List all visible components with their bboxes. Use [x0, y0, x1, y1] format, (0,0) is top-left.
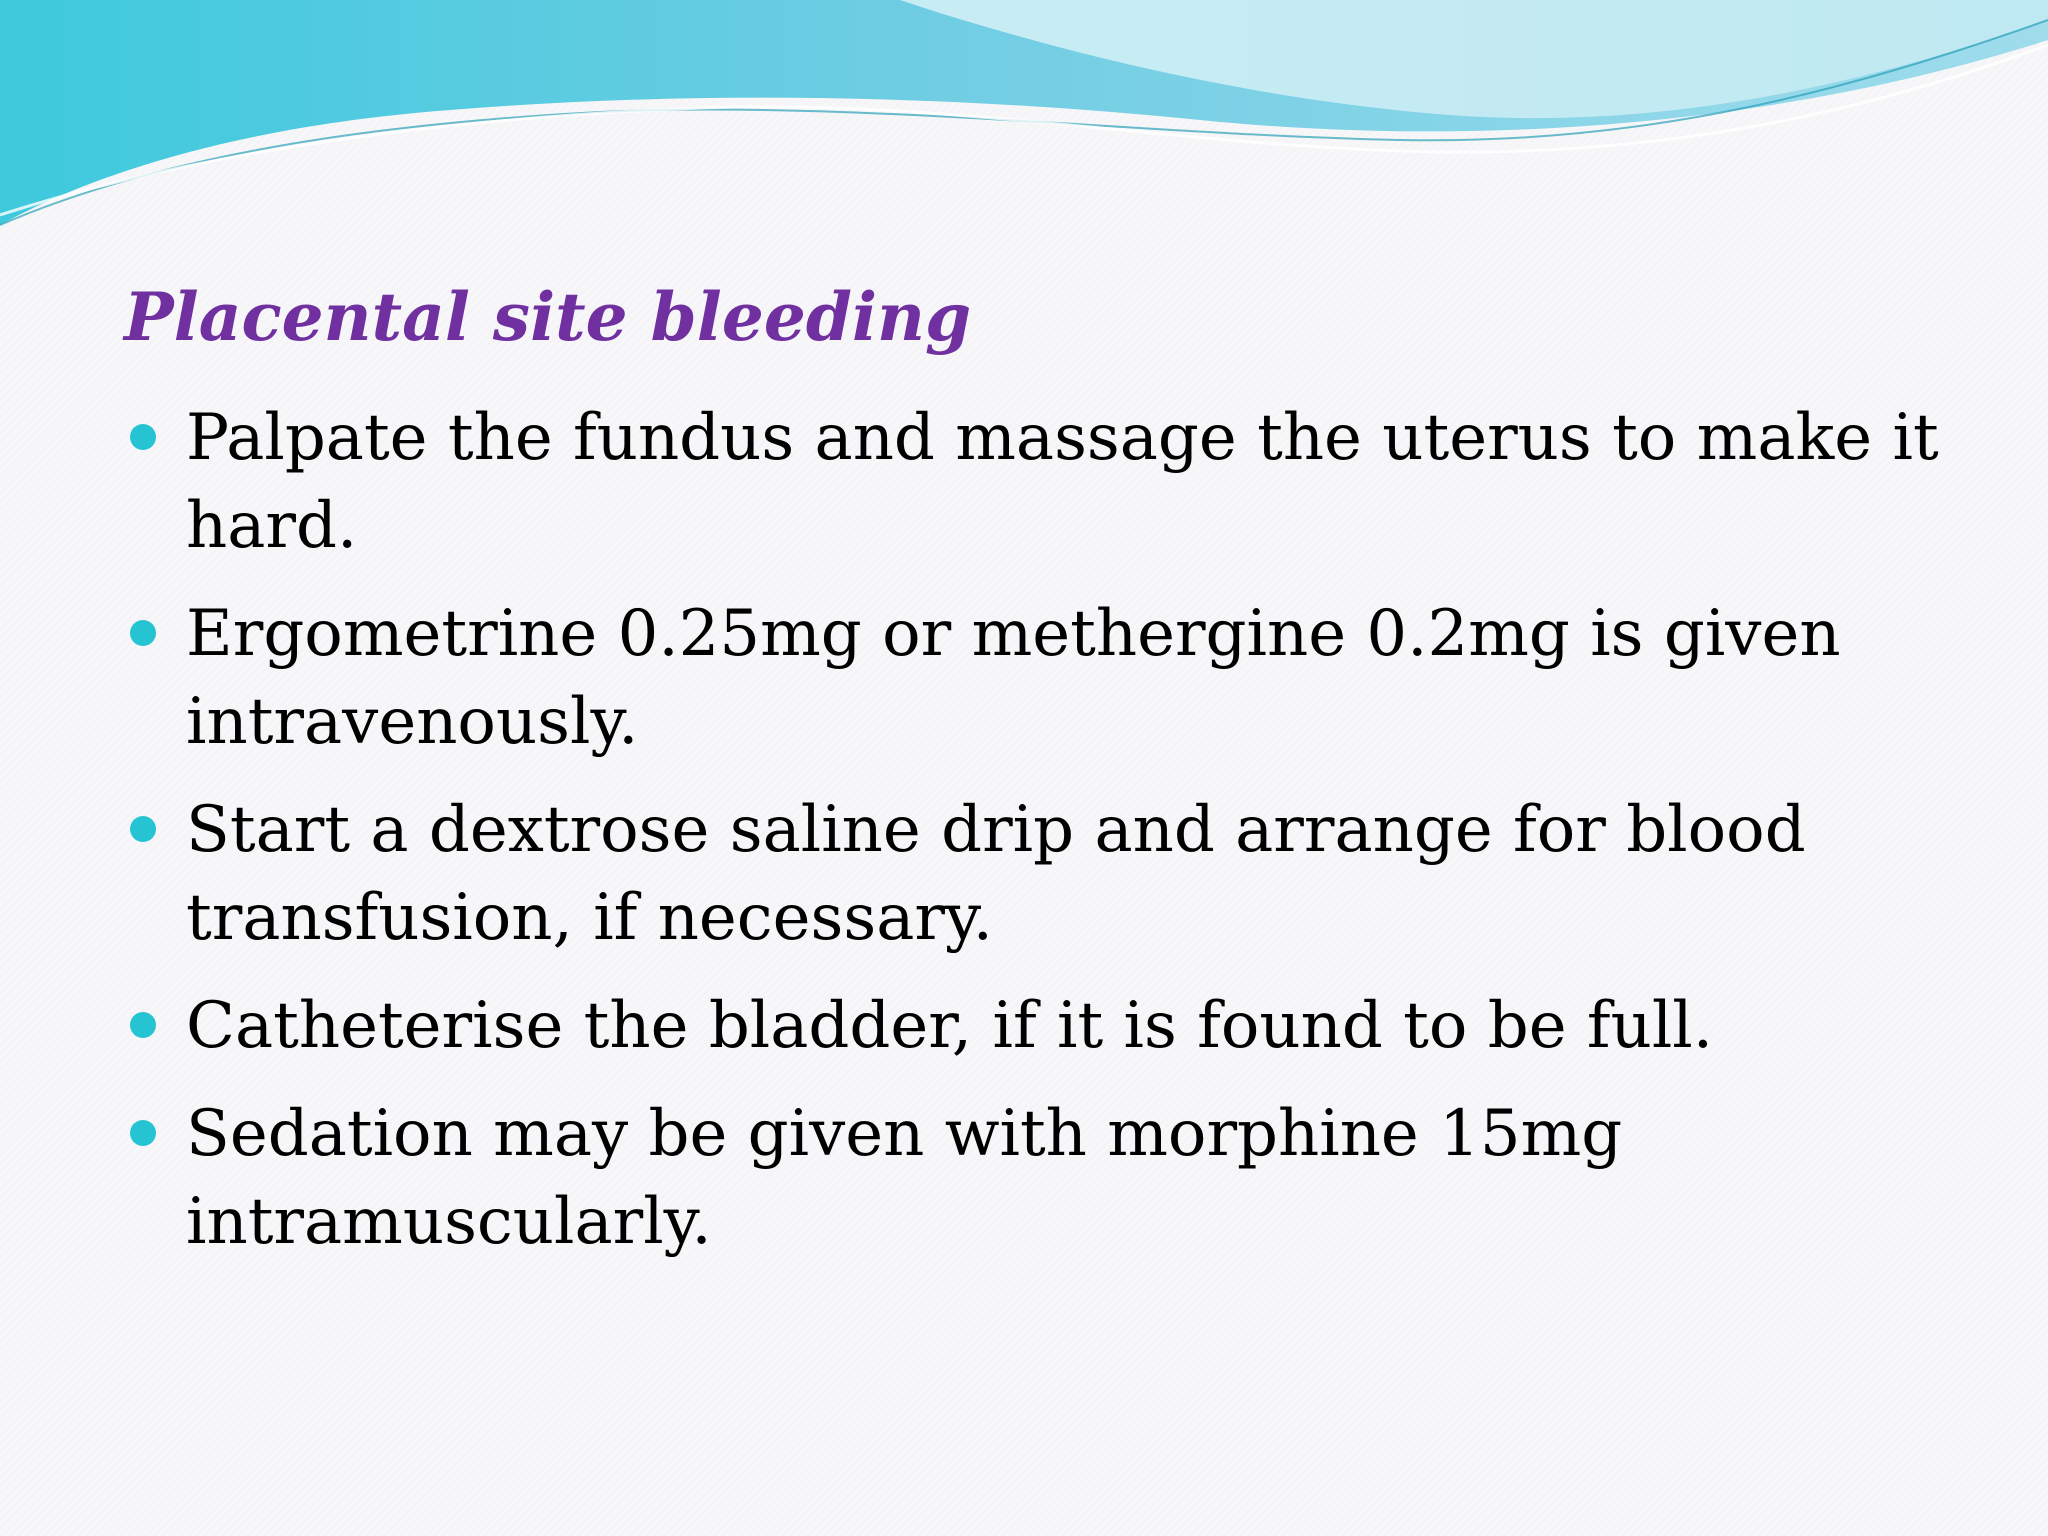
bullet-text: Sedation may be given with morphine 15mg intramuscularly. [186, 1097, 1623, 1259]
bullet-text: Palpate the fundus and massage the uterus to make it hard. [186, 401, 1939, 563]
bullet-dot-icon [130, 816, 156, 842]
bullet-text: Catheterise the bladder, if it is found to be full. [186, 989, 1714, 1063]
bullet-text: Start a dextrose saline drip and arrange for blood transfusion, if necessary. [186, 793, 1806, 955]
bullet-dot-icon [130, 1012, 156, 1038]
bullet-item [124, 982, 1944, 1070]
wave-header-decoration [0, 0, 2048, 240]
bullet-item [124, 590, 1944, 766]
bullet-item [124, 1090, 1944, 1266]
bullet-dot-icon [130, 620, 156, 646]
slide-title: Placental site bleeding [124, 278, 972, 356]
bullet-list [124, 394, 1944, 1286]
bullet-dot-icon [130, 424, 156, 450]
bullet-dot-icon [130, 1120, 156, 1146]
bullet-text: Ergometrine 0.25mg or methergine 0.2mg is given intravenously. [186, 597, 1841, 759]
bullet-item [124, 786, 1944, 962]
bullet-item [124, 394, 1944, 570]
